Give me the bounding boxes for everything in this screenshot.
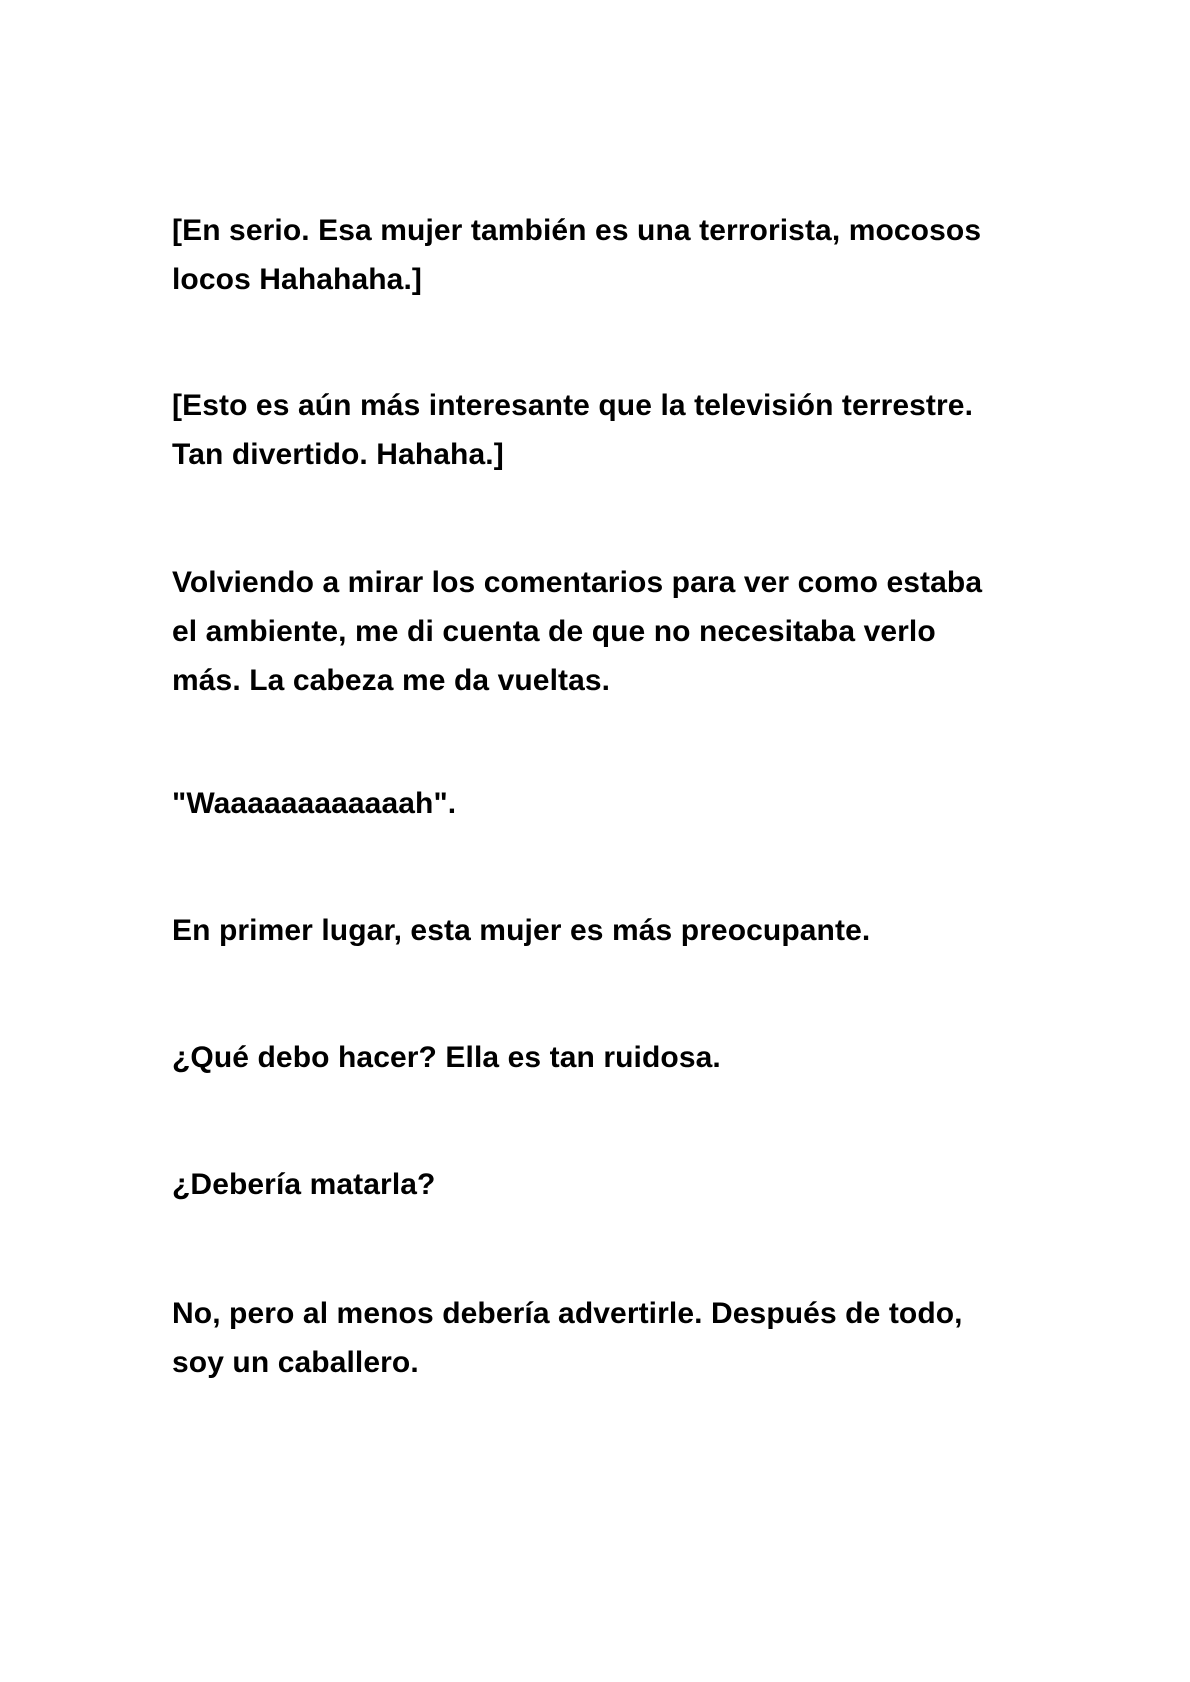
paragraph-line: el ambiente, me di cuenta de que no necesitaba verlo	[172, 615, 936, 648]
paragraph-line: ¿Debería matarla?	[172, 1168, 436, 1201]
paragraph-8	[172, 1289, 1052, 1387]
paragraph-line: Tan divertido. Hahaha.]	[172, 438, 504, 471]
paragraph-line: En primer lugar, esta mujer es más preocupante.	[172, 914, 871, 947]
paragraph-line: [En serio. Esa mujer también es una terrorista, mocosos	[172, 214, 982, 247]
paragraph-7	[172, 1160, 1052, 1209]
paragraph-4	[172, 779, 1052, 828]
paragraph-line: locos Hahahaha.]	[172, 263, 422, 296]
paragraph-line: soy un caballero.	[172, 1346, 419, 1379]
paragraph-1	[172, 206, 1052, 304]
paragraph-line: ¿Qué debo hacer? Ella es tan ruidosa.	[172, 1041, 721, 1074]
paragraph-line: No, pero al menos debería advertirle. Después de todo,	[172, 1297, 963, 1330]
paragraph-line: "Waaaaaaaaaaaah".	[172, 787, 457, 820]
paragraph-5	[172, 906, 1052, 955]
paragraph-2	[172, 381, 1052, 479]
paragraph-6	[172, 1033, 1052, 1082]
paragraph-3	[172, 558, 1052, 705]
paragraph-line: más. La cabeza me da vueltas.	[172, 664, 611, 697]
paragraph-line: [Esto es aún más interesante que la televisión terrestre.	[172, 389, 974, 422]
paragraph-line: Volviendo a mirar los comentarios para ver como estaba	[172, 566, 983, 599]
